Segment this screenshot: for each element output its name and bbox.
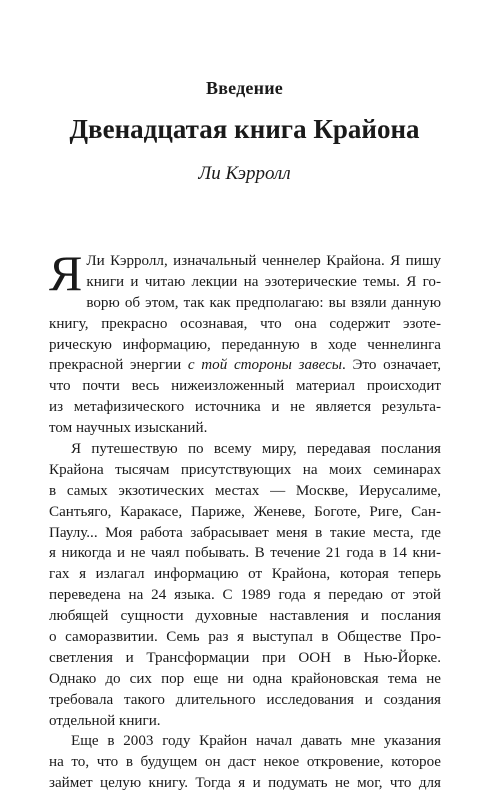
text-line: Сантьяго, Каракасе, Париже, Женеве, Боготе, Риге, Сан-: [49, 503, 441, 520]
text-line: прекрасной энергии с той стороны завесы. Это означает,: [49, 357, 441, 374]
text-line: гах я излагал информацию от Крайона, которая теперь: [49, 566, 441, 583]
chapter-title: Двенадцатая книга Крайона: [69, 114, 420, 144]
text-line: книги и читаю лекции на эзотерические темы. Я го-: [86, 273, 441, 290]
author-name: Ли Кэрролл: [198, 163, 291, 184]
text-line: Я путешествую по всему миру, передавая послания: [71, 441, 441, 458]
text-line: требовала такого длительного исследования и создания: [49, 691, 441, 708]
text-line: займет целую книгу. Тогда я и подумать не мог, что для: [49, 775, 441, 792]
text-line: Крайона тысячам присутствующих на моих семинарах: [49, 461, 441, 478]
drop-cap: Я: [49, 245, 83, 301]
text-line: Однако до сих пор еще ни одна крайоновская тема не: [49, 670, 441, 687]
text-line: что почти весь нижеизложенный материал происходит: [49, 378, 441, 395]
text-line: переведена на 24 языка. С 1989 года я передаю от этой: [49, 587, 441, 604]
text-line: я никогда и не чаял побывать. В течение 21 года в 14 кни-: [49, 545, 441, 562]
text-line: Еще в 2003 году Крайон начал давать мне указания: [71, 733, 441, 750]
body-text: [49, 245, 441, 794]
text-line: рическую информацию, переданную в ходе ченнелинга: [49, 336, 441, 353]
text-line: отдельной книги.: [49, 712, 161, 729]
text-line: о саморазвитии. Семь раз я выступал в Обществе Про-: [49, 629, 441, 646]
section-label: Введение: [206, 78, 283, 98]
text-line: на то, что в будущем он даст некое откровение, которое: [49, 754, 441, 771]
text-line: Ли Кэрролл, изначальный ченнелер Крайона. Я пишу: [86, 253, 441, 269]
emphasis-text: с той стороны завесы: [187, 357, 343, 374]
text-line: светления и Трансформации при ООН в Нью-Йорке.: [49, 649, 441, 666]
text-line: Паулу... Моя работа забрасывает меня в такие места, где: [49, 524, 441, 541]
text-line: ворю об этом, так как предполагаю: вы взяли данную: [86, 294, 441, 311]
text-line: в самых экзотических местах — Москве, Иерусалиме,: [49, 482, 441, 499]
text-line: книгу, прекрасно осознавая, что она содержит эзоте-: [49, 315, 441, 332]
text-line: любящей сущности духовные наставления и послания: [49, 608, 441, 625]
text-line: том научных изысканий.: [49, 420, 208, 437]
text-line: из метафизического источника и не является результа-: [49, 399, 441, 416]
